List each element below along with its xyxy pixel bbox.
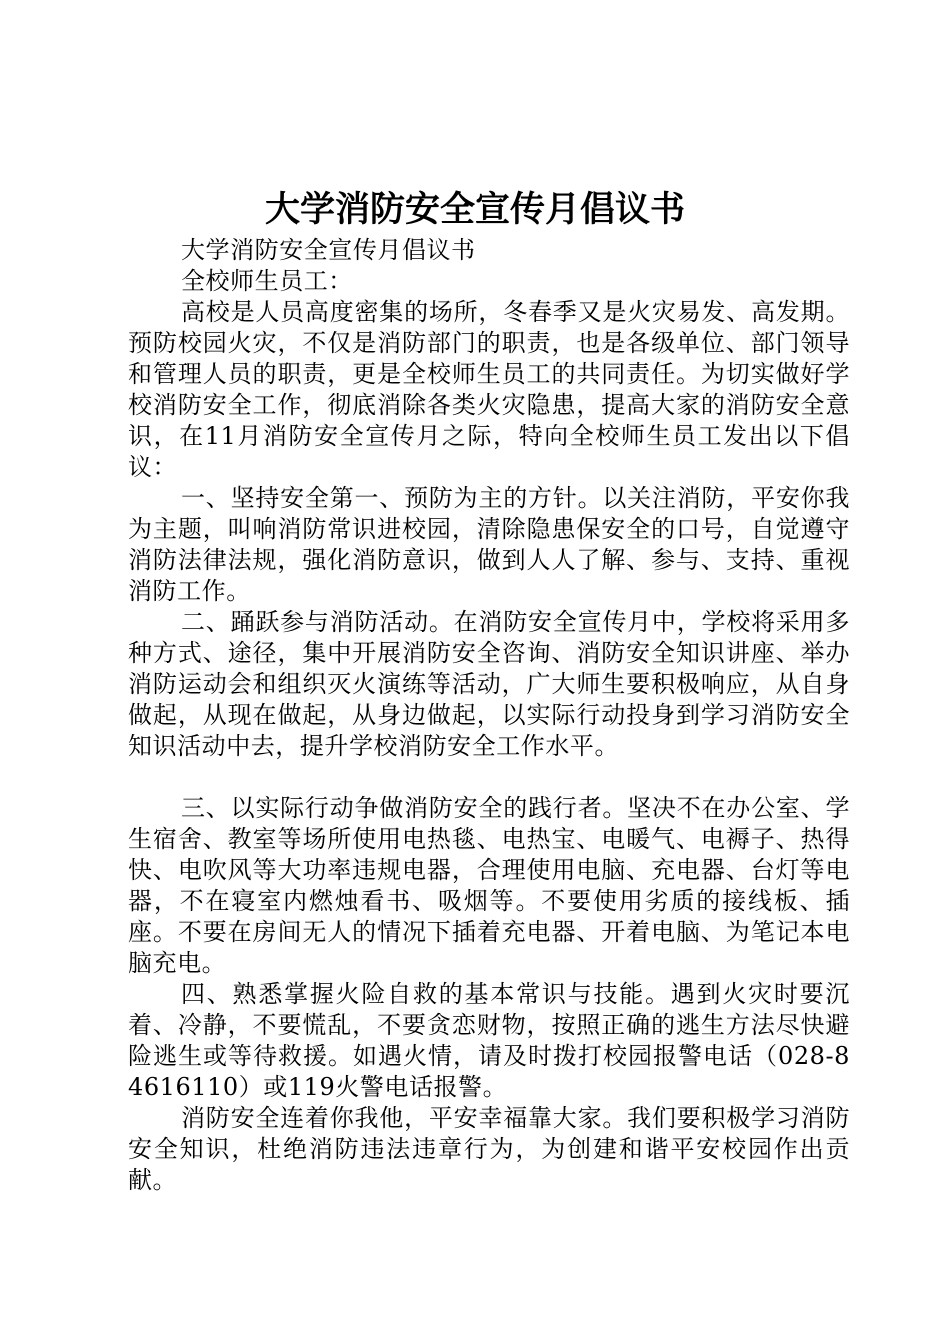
proposal-2-paragraph: 二、踊跃参与消防活动。在消防安全宣传月中，学校将采用多种方式、途径，集中开展消防安全咨询、消防安全知识讲座、举办消防运动会和组织灭火演练等活动，广大师生要积极响应，从自身做起，从现在做起，从身边做起，以实际行动投身到学习消防安全知识活动中去，提升学校消防安全工作水平。 <box>128 608 850 760</box>
document-title: 大学消防安全宣传月倡议书 <box>264 190 685 230</box>
document-body <box>128 235 850 1196</box>
proposal-4-paragraph: 四、熟悉掌握火险自救的基本常识与技能。遇到火灾时要沉着、冷静，不要慌乱，不要贪恋财物，按照正确的逃生方法尽快避险逃生或等待救援。如遇火情，请及时拨打校园报警电话（028-84616110）或119火警电话报警。 <box>128 980 850 1101</box>
salutation: 全校师生员工： <box>181 267 353 295</box>
proposal-3-paragraph: 三、以实际行动争做消防安全的践行者。坚决不在办公室、学生宿舍、教室等场所使用电热毯、电热宝、电暖气、电褥子、热得快、电吹风等大功率违规电器，合理使用电脑、充电器、台灯等电器，不在寝室内燃烛看书、吸烟等。不要使用劣质的接线板、插座。不要在房间无人的情况下插着充电器、开着电脑、为笔记本电脑充电。 <box>128 794 850 977</box>
closing-paragraph: 消防安全连着你我他，平安幸福靠大家。我们要积极学习消防安全知识，杜绝消防违法违章行为，为创建和谐平安校园作出贡献。 <box>128 1104 850 1194</box>
subtitle-line: 大学消防安全宣传月倡议书 <box>181 236 476 264</box>
intro-paragraph: 高校是人员高度密集的场所，冬春季又是火灾易发、高发期。预防校园火灾，不仅是消防部门的职责，也是各级单位、部门领导和管理人员的职责，更是全校师生员工的共同责任。为切实做好学校消防安全工作，彻底消除各类火灾隐患，提高大家的消防安全意识，在11月消防安全宣传月之际，特向全校师生员工发出以下倡议： <box>128 298 850 481</box>
proposal-1-paragraph: 一、坚持安全第一、预防为主的方针。以关注消防，平安你我为主题，叫响消防常识进校园，清除隐患保安全的口号，自觉遵守消防法律法规，强化消防意识，做到人人了解、参与、支持、重视消防工作。 <box>128 484 850 605</box>
